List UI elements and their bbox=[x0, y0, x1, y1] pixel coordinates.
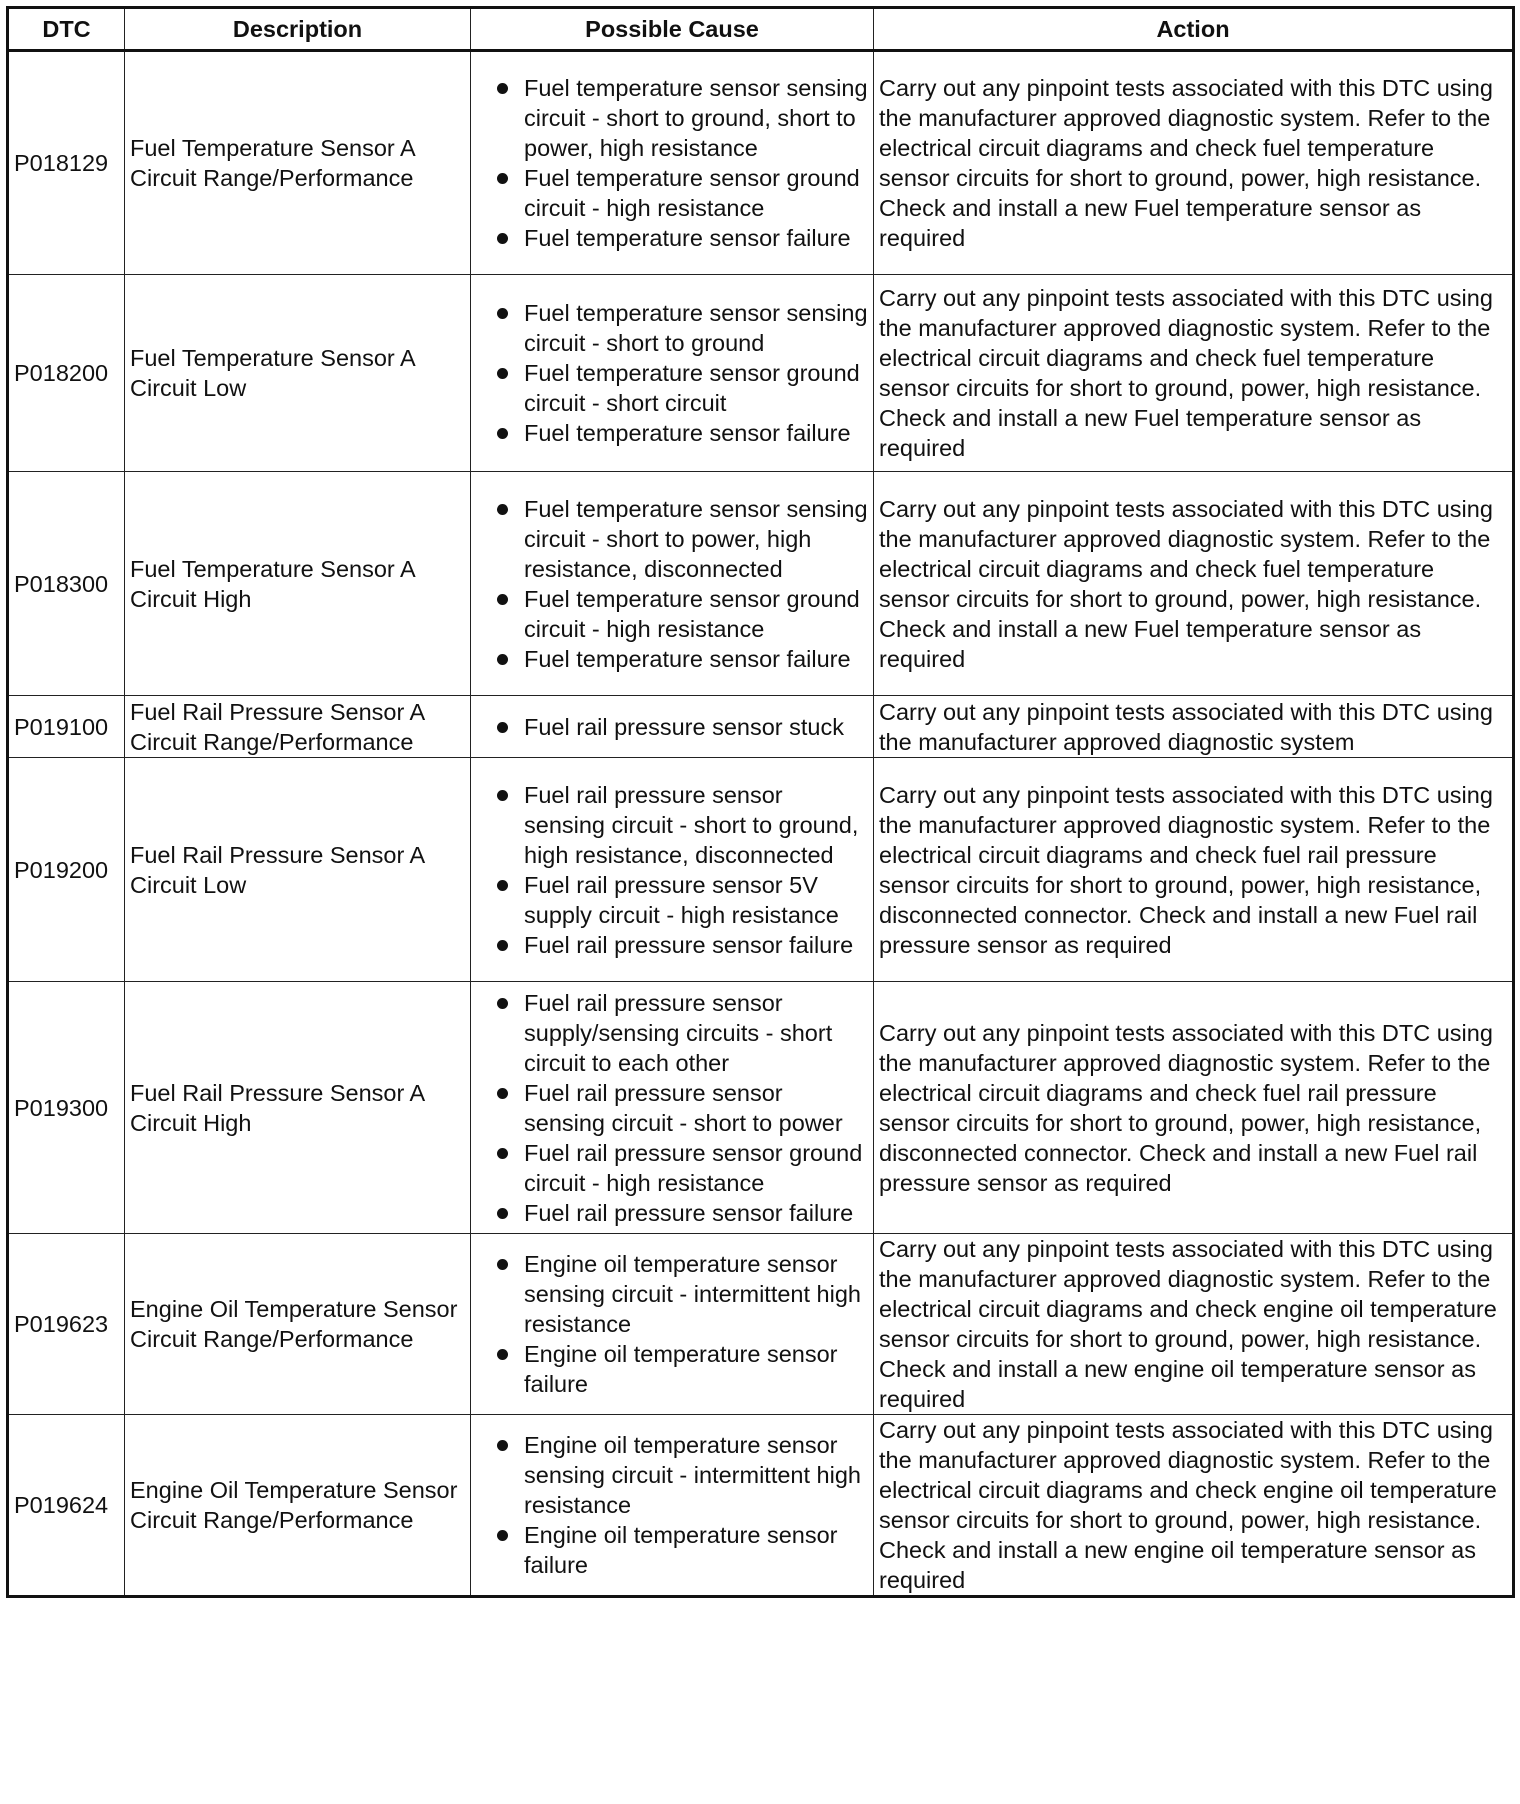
action-text: Carry out any pinpoint tests associated with this DTC using the manufacturer approved diagnostic system. Refer to the electrical circuit diagrams and check fuel temperature sensor circuits for short to ground, power, high resistance. Check and install a new Fuel temperature sensor as required bbox=[874, 51, 1514, 275]
cause-list bbox=[476, 73, 868, 253]
cause-item: Fuel temperature sensor sensing circuit - short to ground bbox=[476, 298, 868, 358]
cause-item: Engine oil temperature sensor failure bbox=[476, 1339, 868, 1399]
action-text: Carry out any pinpoint tests associated with this DTC using the manufacturer approved diagnostic system. Refer to the electrical circuit diagrams and check fuel rail pressure sensor circuits for short to ground, power, high resistance, disconnected connector. Check and install a new Fuel rail pressure sensor as required bbox=[874, 758, 1514, 982]
dtc-table bbox=[6, 6, 1515, 1598]
table-row bbox=[8, 275, 1514, 472]
action-text: Carry out any pinpoint tests associated with this DTC using the manufacturer approved diagnostic system. Refer to the electrical circuit diagrams and check fuel temperature sensor circuits for short to ground, power, high resistance. Check and install a new Fuel temperature sensor as required bbox=[874, 472, 1514, 696]
action-text: Carry out any pinpoint tests associated with this DTC using the manufacturer approved diagnostic system. Refer to the electrical circuit diagrams and check fuel temperature sensor circuits for short to ground, power, high resistance. Check and install a new Fuel temperature sensor as required bbox=[874, 275, 1514, 472]
column-header-description: Description bbox=[125, 8, 471, 51]
cause-item: Fuel temperature sensor sensing circuit - short to ground, short to power, high resistance bbox=[476, 73, 868, 163]
dtc-code: P019300 bbox=[8, 982, 125, 1234]
cause-list bbox=[476, 1430, 868, 1580]
dtc-description: Fuel Rail Pressure Sensor A Circuit Low bbox=[125, 758, 471, 982]
dtc-description: Engine Oil Temperature Sensor Circuit Range/Performance bbox=[125, 1234, 471, 1415]
cause-list bbox=[476, 988, 868, 1228]
table-body bbox=[8, 51, 1514, 1597]
dtc-code: P019624 bbox=[8, 1415, 125, 1597]
column-header-possible-cause: Possible Cause bbox=[471, 8, 874, 51]
possible-cause-cell bbox=[471, 696, 874, 758]
action-text: Carry out any pinpoint tests associated with this DTC using the manufacturer approved diagnostic system. Refer to the electrical circuit diagrams and check engine oil temperature sensor circuits for short to ground, power, high resistance. Check and install a new engine oil temperature sensor as required bbox=[874, 1234, 1514, 1415]
cause-item: Fuel rail pressure sensor sensing circuit - short to power bbox=[476, 1078, 868, 1138]
cause-item: Engine oil temperature sensor failure bbox=[476, 1520, 868, 1580]
action-text: Carry out any pinpoint tests associated with this DTC using the manufacturer approved diagnostic system bbox=[874, 696, 1514, 758]
dtc-code: P018200 bbox=[8, 275, 125, 472]
cause-item: Fuel temperature sensor ground circuit - high resistance bbox=[476, 584, 868, 644]
column-header-action: Action bbox=[874, 8, 1514, 51]
dtc-code: P018129 bbox=[8, 51, 125, 275]
dtc-code: P018300 bbox=[8, 472, 125, 696]
table-row bbox=[8, 472, 1514, 696]
cause-item: Fuel rail pressure sensor stuck bbox=[476, 712, 868, 742]
cause-item: Engine oil temperature sensor sensing circuit - intermittent high resistance bbox=[476, 1430, 868, 1520]
table-row bbox=[8, 51, 1514, 275]
cause-item: Fuel rail pressure sensor sensing circuit - short to ground, high resistance, disconnected bbox=[476, 780, 868, 870]
cause-item: Engine oil temperature sensor sensing circuit - intermittent high resistance bbox=[476, 1249, 868, 1339]
cause-item: Fuel temperature sensor failure bbox=[476, 418, 868, 448]
cause-item: Fuel temperature sensor sensing circuit - short to power, high resistance, disconnected bbox=[476, 494, 868, 584]
table-row bbox=[8, 1415, 1514, 1597]
cause-list bbox=[476, 712, 868, 742]
possible-cause-cell bbox=[471, 758, 874, 982]
dtc-code: P019623 bbox=[8, 1234, 125, 1415]
table-row bbox=[8, 696, 1514, 758]
dtc-document bbox=[6, 6, 1512, 1598]
possible-cause-cell bbox=[471, 1234, 874, 1415]
cause-item: Fuel rail pressure sensor failure bbox=[476, 930, 868, 960]
action-text: Carry out any pinpoint tests associated with this DTC using the manufacturer approved diagnostic system. Refer to the electrical circuit diagrams and check engine oil temperature sensor circuits for short to ground, power, high resistance. Check and install a new engine oil temperature sensor as required bbox=[874, 1415, 1514, 1597]
dtc-code: P019100 bbox=[8, 696, 125, 758]
table-row bbox=[8, 758, 1514, 982]
possible-cause-cell bbox=[471, 275, 874, 472]
cause-item: Fuel rail pressure sensor supply/sensing circuits - short circuit to each other bbox=[476, 988, 868, 1078]
dtc-description: Fuel Temperature Sensor A Circuit High bbox=[125, 472, 471, 696]
cause-item: Fuel rail pressure sensor failure bbox=[476, 1198, 868, 1228]
table-row bbox=[8, 1234, 1514, 1415]
possible-cause-cell bbox=[471, 982, 874, 1234]
possible-cause-cell bbox=[471, 51, 874, 275]
possible-cause-cell bbox=[471, 1415, 874, 1597]
dtc-description: Engine Oil Temperature Sensor Circuit Range/Performance bbox=[125, 1415, 471, 1597]
cause-item: Fuel temperature sensor ground circuit - high resistance bbox=[476, 163, 868, 223]
dtc-code: P019200 bbox=[8, 758, 125, 982]
cause-item: Fuel temperature sensor failure bbox=[476, 644, 868, 674]
cause-item: Fuel rail pressure sensor ground circuit - high resistance bbox=[476, 1138, 868, 1198]
cause-list bbox=[476, 1249, 868, 1399]
dtc-description: Fuel Rail Pressure Sensor A Circuit Range/Performance bbox=[125, 696, 471, 758]
cause-item: Fuel temperature sensor failure bbox=[476, 223, 868, 253]
possible-cause-cell bbox=[471, 472, 874, 696]
action-text: Carry out any pinpoint tests associated with this DTC using the manufacturer approved diagnostic system. Refer to the electrical circuit diagrams and check fuel rail pressure sensor circuits for short to ground, power, high resistance, disconnected connector. Check and install a new Fuel rail pressure sensor as required bbox=[874, 982, 1514, 1234]
cause-list bbox=[476, 298, 868, 448]
dtc-description: Fuel Temperature Sensor A Circuit Low bbox=[125, 275, 471, 472]
table-header-row bbox=[8, 8, 1514, 51]
cause-item: Fuel rail pressure sensor 5V supply circuit - high resistance bbox=[476, 870, 868, 930]
column-header-dtc: DTC bbox=[8, 8, 125, 51]
cause-item: Fuel temperature sensor ground circuit - short circuit bbox=[476, 358, 868, 418]
table-row bbox=[8, 982, 1514, 1234]
dtc-description: Fuel Temperature Sensor A Circuit Range/Performance bbox=[125, 51, 471, 275]
dtc-description: Fuel Rail Pressure Sensor A Circuit High bbox=[125, 982, 471, 1234]
cause-list bbox=[476, 780, 868, 960]
cause-list bbox=[476, 494, 868, 674]
